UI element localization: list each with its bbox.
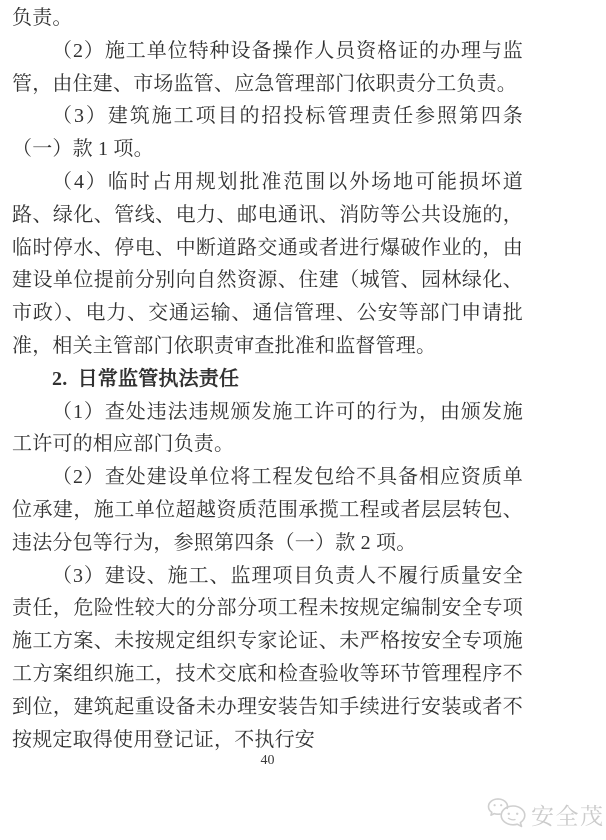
paragraph-item-4: （4）临时占用规划批准范围以外场地可能损坏道路、绿化、管线、电力、邮电通讯、消防等公共设施的，临时停水、停电、中断道路交通或者进行爆破作业的，由建设单位提前分别向自然资源、住建（城管、园林绿化、市政）、电力、交通运输、通信管理、公安等部门申请批准，相关主管部门依职责审查批准和监督管理。: [12, 170, 523, 357]
watermark: [486, 796, 605, 832]
paragraph-subitem-2: （2）查处建设单位将工程发包给不具备相应资质单位承建，施工单位超越资质范围承揽工程或者层层转包、违法分包等行为，参照第四条（一）款 2 项。: [12, 466, 523, 554]
watermark-label: 安全茂: [531, 802, 605, 829]
wechat-chat-bubbles-icon: [486, 796, 528, 832]
section-heading: 2. 日常监管执法责任: [52, 367, 240, 390]
paragraph-item-2: （2）施工单位特种设备操作人员资格证的办理与监管，由住建、市场监管、应急管理部门依职责分工负责。: [12, 39, 523, 95]
paragraph-item-3: （3）建筑施工项目的招投标管理责任参照第四条（一）款 1 项。: [12, 105, 523, 161]
page-number: 40: [260, 753, 275, 768]
paragraph-subitem-1: （1）查处违法违规颁发施工许可的行为，由颁发施工许可的相应部门负责。: [12, 400, 523, 456]
document-body: [12, 2, 523, 756]
paragraph-continuation: 负责。: [12, 7, 73, 29]
paragraph-subitem-3: （3）建设、施工、监理项目负责人不履行质量安全责任，危险性较大的分部分项工程未按规定编制安全专项施工方案、未按规定组织专家论证、未严格按安全专项施工方案组织施工，技术交底和检查验收等环节管理程序不到位，建筑起重设备未办理安装告知手续进行安装或者不按规定取得使用登记证，不执行安: [12, 564, 523, 751]
